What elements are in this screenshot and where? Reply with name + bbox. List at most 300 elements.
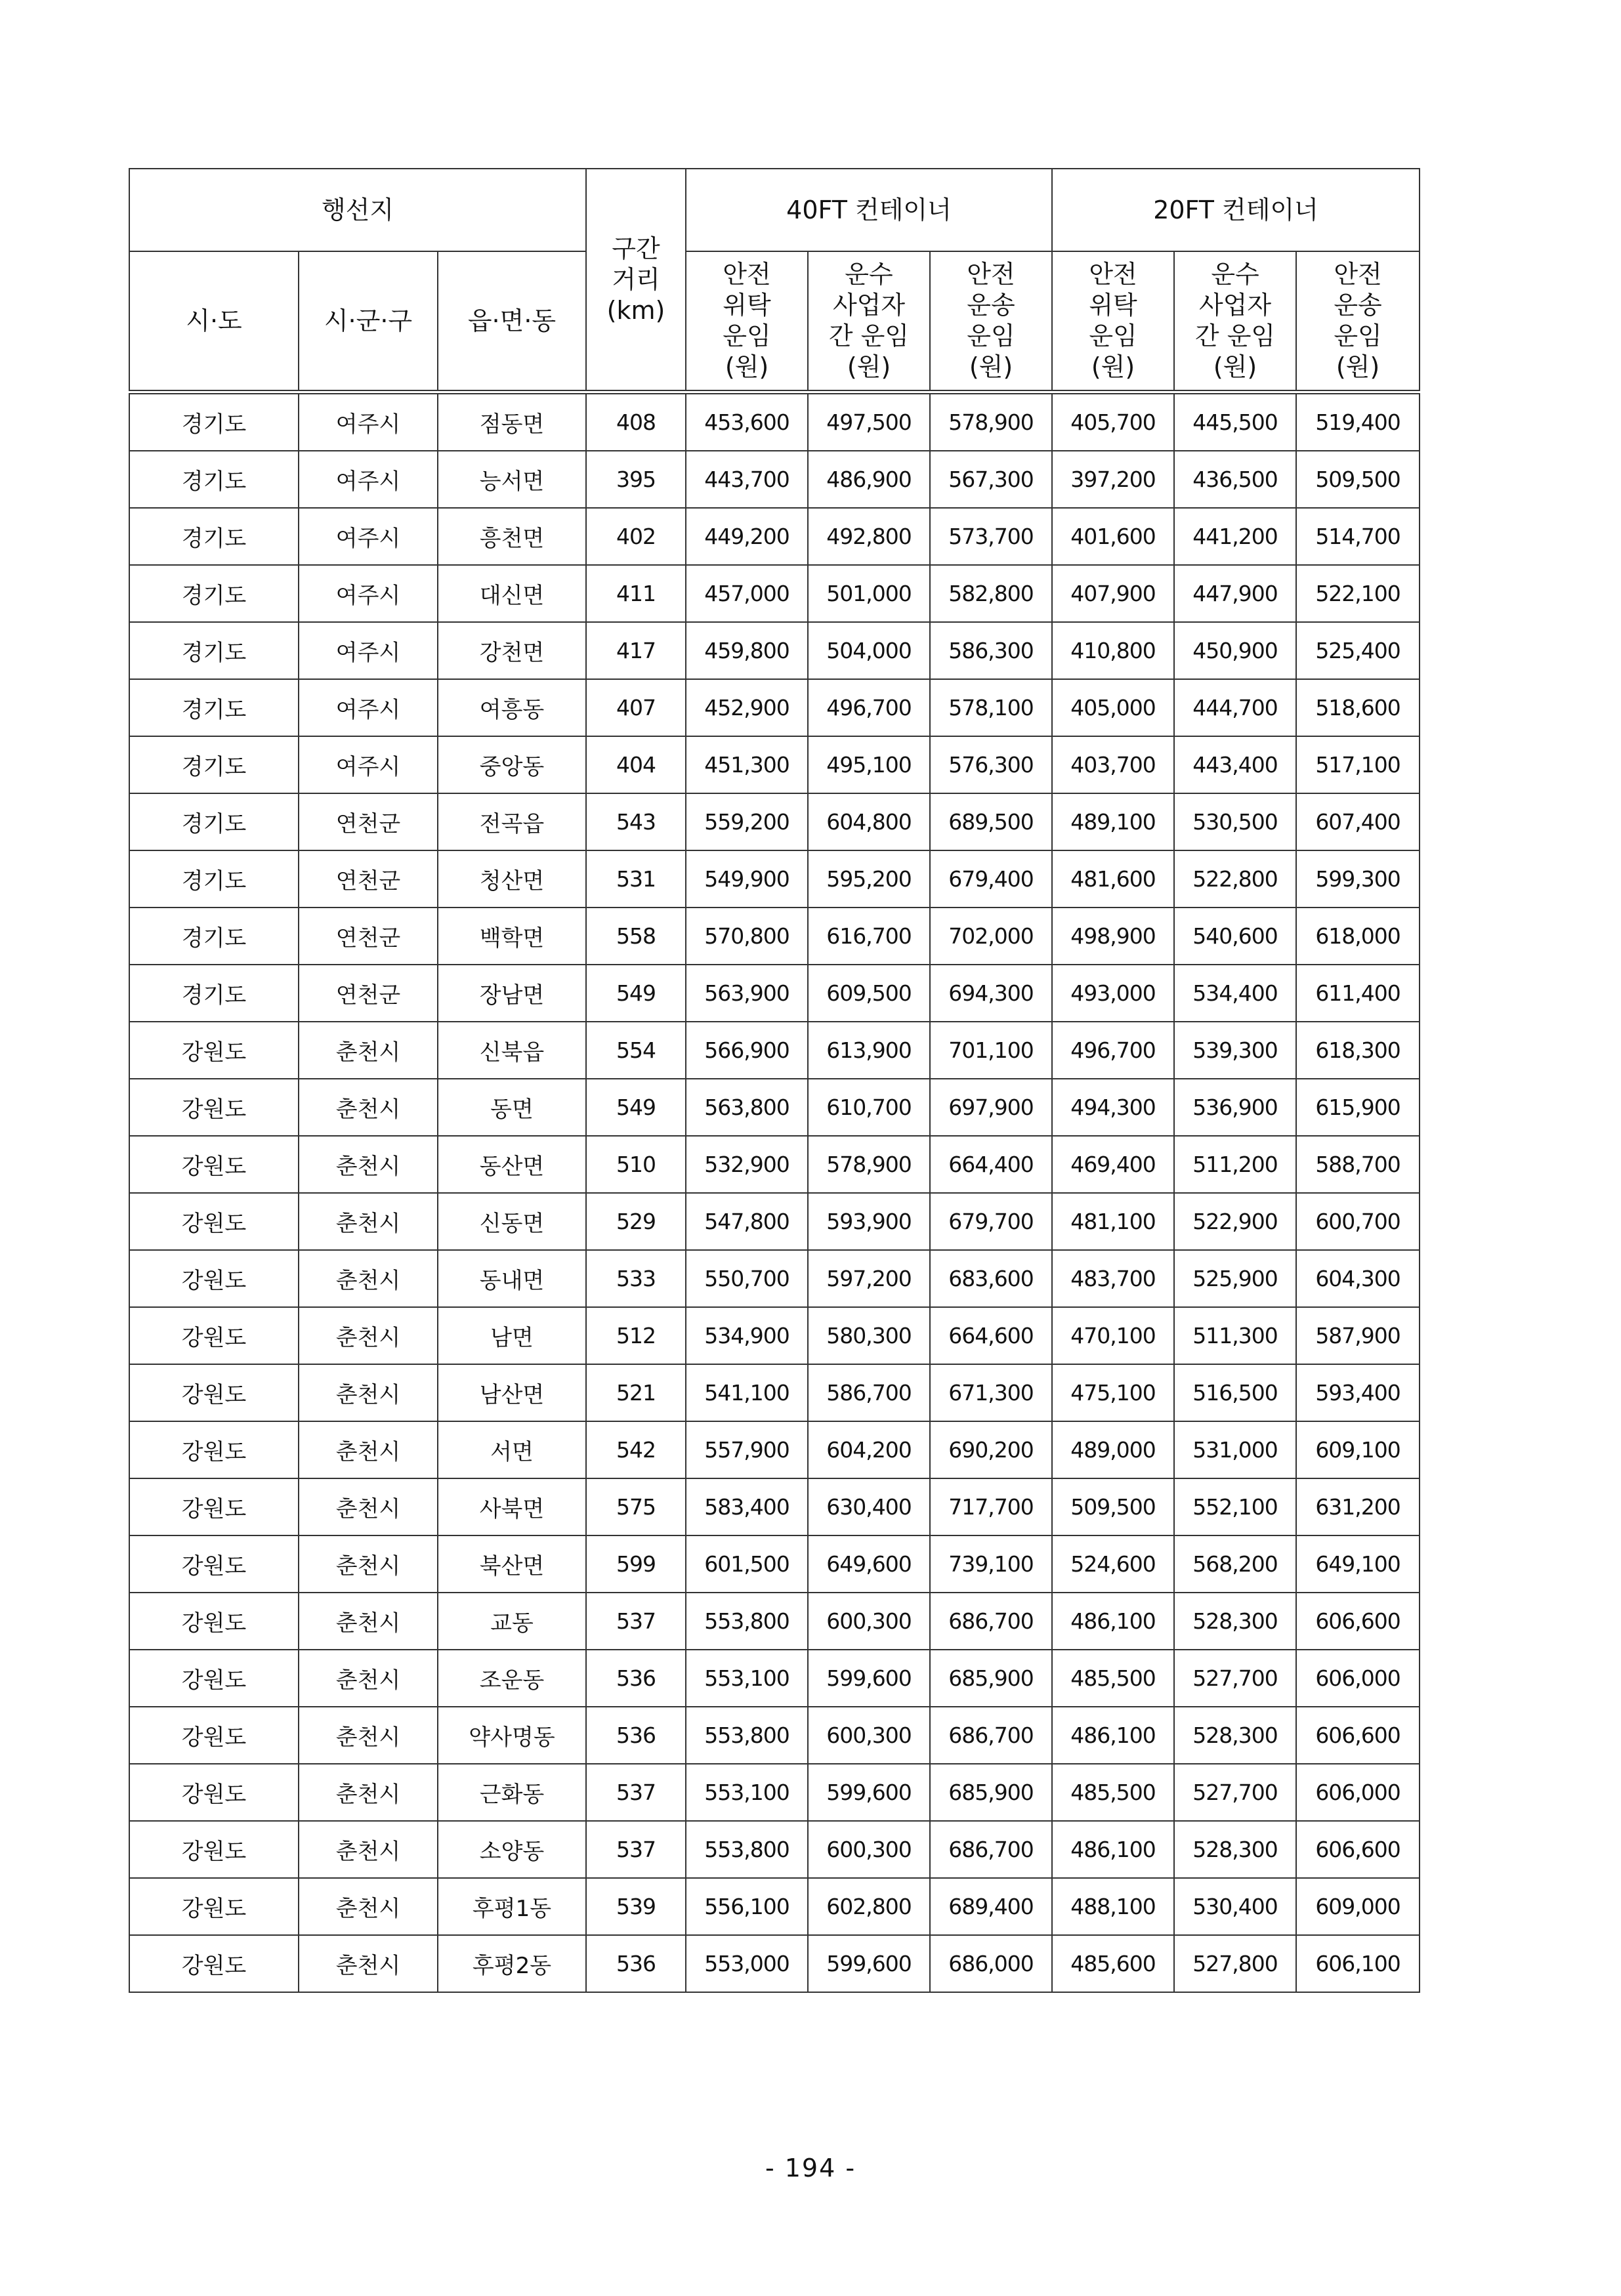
safe-consign-20ft-cell: 486,100 xyxy=(1052,1593,1174,1650)
safe-transport-40ft-cell: 567,300 xyxy=(930,451,1052,508)
safe-consign-20ft-cell: 483,700 xyxy=(1052,1250,1174,1307)
safe-transport-20ft-cell: 649,100 xyxy=(1296,1535,1420,1593)
town-cell: 신동면 xyxy=(438,1193,586,1250)
inter-carrier-40ft-cell: 604,800 xyxy=(808,793,930,850)
province-cell: 강원도 xyxy=(129,1079,299,1136)
safe-transport-40ft-cell: 586,300 xyxy=(930,622,1052,679)
province-cell: 경기도 xyxy=(129,908,299,965)
safe-transport-40ft-cell: 701,100 xyxy=(930,1022,1052,1079)
city-cell: 춘천시 xyxy=(299,1707,438,1764)
town-cell: 북산면 xyxy=(438,1535,586,1593)
inter-carrier-20ft-cell: 536,900 xyxy=(1174,1079,1296,1136)
city-cell: 춘천시 xyxy=(299,1022,438,1079)
container-40ft-header: 40FT 컨테이너 xyxy=(686,169,1052,251)
city-cell: 춘천시 xyxy=(299,1878,438,1935)
distance-cell: 554 xyxy=(586,1022,686,1079)
inter-carrier-20ft-cell: 530,400 xyxy=(1174,1878,1296,1935)
safe-consign-40ft-cell: 570,800 xyxy=(686,908,808,965)
safe-transport-rate-40ft-header: 안전 운송 운임 (원) xyxy=(930,251,1052,392)
inter-carrier-40ft-cell: 599,600 xyxy=(808,1935,930,1992)
safe-transport-20ft-cell: 588,700 xyxy=(1296,1136,1420,1193)
city-cell: 연천군 xyxy=(299,793,438,850)
city-cell: 연천군 xyxy=(299,965,438,1022)
city-cell: 춘천시 xyxy=(299,1650,438,1707)
distance-header: 구간 거리 (km) xyxy=(586,169,686,392)
safe-consign-40ft-cell: 557,900 xyxy=(686,1421,808,1478)
safe-consign-40ft-cell: 459,800 xyxy=(686,622,808,679)
safe-consign-20ft-cell: 488,100 xyxy=(1052,1878,1174,1935)
table-body xyxy=(129,392,1420,1993)
table-row xyxy=(129,1136,1420,1193)
province-cell: 강원도 xyxy=(129,1193,299,1250)
safe-transport-20ft-cell: 509,500 xyxy=(1296,451,1420,508)
town-cell: 능서면 xyxy=(438,451,586,508)
inter-carrier-40ft-cell: 496,700 xyxy=(808,679,930,736)
inter-carrier-40ft-cell: 602,800 xyxy=(808,1878,930,1935)
town-cell: 근화동 xyxy=(438,1764,586,1821)
province-cell: 경기도 xyxy=(129,679,299,736)
town-cell: 백학면 xyxy=(438,908,586,965)
safe-consign-40ft-cell: 549,900 xyxy=(686,850,808,908)
town-cell: 대신면 xyxy=(438,565,586,622)
inter-carrier-40ft-cell: 593,900 xyxy=(808,1193,930,1250)
distance-cell: 417 xyxy=(586,622,686,679)
inter-carrier-20ft-cell: 445,500 xyxy=(1174,392,1296,451)
inter-carrier-20ft-cell: 540,600 xyxy=(1174,908,1296,965)
distance-cell: 407 xyxy=(586,679,686,736)
province-cell: 강원도 xyxy=(129,1650,299,1707)
safe-transport-20ft-cell: 606,600 xyxy=(1296,1821,1420,1878)
town-cell: 교동 xyxy=(438,1593,586,1650)
safe-consign-20ft-cell: 485,500 xyxy=(1052,1650,1174,1707)
inter-carrier-40ft-cell: 492,800 xyxy=(808,508,930,565)
distance-cell: 395 xyxy=(586,451,686,508)
city-cell: 춘천시 xyxy=(299,1535,438,1593)
city-cell: 춘천시 xyxy=(299,1935,438,1992)
table-row xyxy=(129,736,1420,793)
safe-consign-20ft-cell: 469,400 xyxy=(1052,1136,1174,1193)
safe-consign-40ft-cell: 556,100 xyxy=(686,1878,808,1935)
town-cell: 전곡읍 xyxy=(438,793,586,850)
safe-transport-rate-20ft-header: 안전 운송 운임 (원) xyxy=(1296,251,1420,392)
safe-transport-20ft-cell: 600,700 xyxy=(1296,1193,1420,1250)
distance-cell: 521 xyxy=(586,1364,686,1421)
distance-cell: 402 xyxy=(586,508,686,565)
safe-transport-40ft-cell: 686,700 xyxy=(930,1707,1052,1764)
town-cell: 중앙동 xyxy=(438,736,586,793)
inter-carrier-20ft-cell: 527,700 xyxy=(1174,1764,1296,1821)
safe-transport-40ft-cell: 717,700 xyxy=(930,1478,1052,1535)
table-row xyxy=(129,965,1420,1022)
safe-consign-40ft-cell: 457,000 xyxy=(686,565,808,622)
inter-carrier-20ft-cell: 534,400 xyxy=(1174,965,1296,1022)
town-header: 읍·면·동 xyxy=(438,251,586,392)
town-cell: 남산면 xyxy=(438,1364,586,1421)
safe-consign-40ft-cell: 553,100 xyxy=(686,1650,808,1707)
safe-consign-40ft-cell: 559,200 xyxy=(686,793,808,850)
province-cell: 경기도 xyxy=(129,622,299,679)
safe-consign-40ft-cell: 601,500 xyxy=(686,1535,808,1593)
safe-consign-20ft-cell: 498,900 xyxy=(1052,908,1174,965)
inter-carrier-40ft-cell: 578,900 xyxy=(808,1136,930,1193)
safe-consign-20ft-cell: 486,100 xyxy=(1052,1707,1174,1764)
safe-transport-20ft-cell: 609,100 xyxy=(1296,1421,1420,1478)
inter-carrier-20ft-cell: 522,800 xyxy=(1174,850,1296,908)
inter-carrier-20ft-cell: 531,000 xyxy=(1174,1421,1296,1478)
distance-cell: 575 xyxy=(586,1478,686,1535)
safe-consign-40ft-cell: 553,100 xyxy=(686,1764,808,1821)
table-row xyxy=(129,1878,1420,1935)
table-row xyxy=(129,1650,1420,1707)
distance-cell: 408 xyxy=(586,392,686,451)
safe-transport-40ft-cell: 686,000 xyxy=(930,1935,1052,1992)
safe-transport-40ft-cell: 582,800 xyxy=(930,565,1052,622)
town-cell: 점동면 xyxy=(438,392,586,451)
town-cell: 사북면 xyxy=(438,1478,586,1535)
table-row xyxy=(129,392,1420,451)
safe-transport-40ft-cell: 686,700 xyxy=(930,1821,1052,1878)
inter-carrier-40ft-cell: 600,300 xyxy=(808,1593,930,1650)
province-cell: 경기도 xyxy=(129,451,299,508)
distance-cell: 404 xyxy=(586,736,686,793)
safe-consign-20ft-cell: 405,700 xyxy=(1052,392,1174,451)
safe-consign-40ft-cell: 449,200 xyxy=(686,508,808,565)
safe-transport-20ft-cell: 599,300 xyxy=(1296,850,1420,908)
safe-transport-20ft-cell: 606,000 xyxy=(1296,1764,1420,1821)
safe-consign-20ft-cell: 489,000 xyxy=(1052,1421,1174,1478)
safe-consign-40ft-cell: 532,900 xyxy=(686,1136,808,1193)
town-cell: 조운동 xyxy=(438,1650,586,1707)
safe-consign-40ft-cell: 563,800 xyxy=(686,1079,808,1136)
safe-transport-20ft-cell: 615,900 xyxy=(1296,1079,1420,1136)
safe-transport-40ft-cell: 686,700 xyxy=(930,1593,1052,1650)
inter-carrier-20ft-cell: 436,500 xyxy=(1174,451,1296,508)
town-cell: 강천면 xyxy=(438,622,586,679)
inter-carrier-20ft-cell: 441,200 xyxy=(1174,508,1296,565)
safe-transport-20ft-cell: 517,100 xyxy=(1296,736,1420,793)
province-cell: 강원도 xyxy=(129,1250,299,1307)
safe-consign-40ft-cell: 541,100 xyxy=(686,1364,808,1421)
table-row xyxy=(129,679,1420,736)
safe-transport-40ft-cell: 664,400 xyxy=(930,1136,1052,1193)
safe-consign-40ft-cell: 443,700 xyxy=(686,451,808,508)
province-cell: 강원도 xyxy=(129,1421,299,1478)
inter-carrier-20ft-cell: 444,700 xyxy=(1174,679,1296,736)
town-cell: 청산면 xyxy=(438,850,586,908)
safe-consign-20ft-cell: 481,600 xyxy=(1052,850,1174,908)
safe-consign-40ft-cell: 583,400 xyxy=(686,1478,808,1535)
city-cell: 춘천시 xyxy=(299,1364,438,1421)
city-cell: 춘천시 xyxy=(299,1478,438,1535)
safe-transport-20ft-cell: 606,000 xyxy=(1296,1650,1420,1707)
table-row xyxy=(129,1764,1420,1821)
safe-transport-20ft-cell: 522,100 xyxy=(1296,565,1420,622)
safe-transport-40ft-cell: 576,300 xyxy=(930,736,1052,793)
safe-transport-20ft-cell: 618,300 xyxy=(1296,1022,1420,1079)
safe-consign-40ft-cell: 534,900 xyxy=(686,1307,808,1364)
city-cell: 연천군 xyxy=(299,908,438,965)
safe-consign-40ft-cell: 547,800 xyxy=(686,1193,808,1250)
province-cell: 경기도 xyxy=(129,965,299,1022)
city-cell: 춘천시 xyxy=(299,1421,438,1478)
town-cell: 동산면 xyxy=(438,1136,586,1193)
distance-cell: 512 xyxy=(586,1307,686,1364)
distance-cell: 542 xyxy=(586,1421,686,1478)
page-number: - 194 - xyxy=(765,2154,856,2182)
inter-carrier-20ft-cell: 511,300 xyxy=(1174,1307,1296,1364)
city-cell: 여주시 xyxy=(299,565,438,622)
safe-consign-20ft-cell: 493,000 xyxy=(1052,965,1174,1022)
safe-consign-rate-40ft-header: 안전 위탁 운임 (원) xyxy=(686,251,808,392)
province-header: 시·도 xyxy=(129,251,299,392)
table-row xyxy=(129,1478,1420,1535)
safe-transport-20ft-cell: 604,300 xyxy=(1296,1250,1420,1307)
safe-consign-20ft-cell: 403,700 xyxy=(1052,736,1174,793)
inter-carrier-40ft-cell: 604,200 xyxy=(808,1421,930,1478)
city-cell: 여주시 xyxy=(299,736,438,793)
safe-consign-20ft-cell: 494,300 xyxy=(1052,1079,1174,1136)
province-cell: 경기도 xyxy=(129,736,299,793)
town-cell: 장남면 xyxy=(438,965,586,1022)
inter-carrier-40ft-cell: 495,100 xyxy=(808,736,930,793)
safe-transport-20ft-cell: 606,600 xyxy=(1296,1707,1420,1764)
safe-transport-20ft-cell: 519,400 xyxy=(1296,392,1420,451)
table-row xyxy=(129,1250,1420,1307)
distance-cell: 549 xyxy=(586,965,686,1022)
inter-carrier-20ft-cell: 525,900 xyxy=(1174,1250,1296,1307)
destination-group-header: 행선지 xyxy=(129,169,586,251)
safe-transport-20ft-cell: 606,100 xyxy=(1296,1935,1420,1992)
province-cell: 강원도 xyxy=(129,1707,299,1764)
safe-transport-40ft-cell: 685,900 xyxy=(930,1650,1052,1707)
province-cell: 강원도 xyxy=(129,1593,299,1650)
province-cell: 강원도 xyxy=(129,1764,299,1821)
safe-transport-20ft-cell: 518,600 xyxy=(1296,679,1420,736)
safe-transport-20ft-cell: 611,400 xyxy=(1296,965,1420,1022)
province-cell: 강원도 xyxy=(129,1364,299,1421)
safe-transport-40ft-cell: 702,000 xyxy=(930,908,1052,965)
inter-carrier-40ft-cell: 600,300 xyxy=(808,1821,930,1878)
safe-consign-20ft-cell: 509,500 xyxy=(1052,1478,1174,1535)
freight-rate-table xyxy=(129,168,1420,1993)
table-row xyxy=(129,1707,1420,1764)
inter-carrier-20ft-cell: 447,900 xyxy=(1174,565,1296,622)
safe-consign-40ft-cell: 453,600 xyxy=(686,392,808,451)
table-row xyxy=(129,1593,1420,1650)
inter-carrier-40ft-cell: 649,600 xyxy=(808,1535,930,1593)
safe-transport-40ft-cell: 689,400 xyxy=(930,1878,1052,1935)
inter-carrier-20ft-cell: 552,100 xyxy=(1174,1478,1296,1535)
safe-consign-20ft-cell: 475,100 xyxy=(1052,1364,1174,1421)
safe-transport-20ft-cell: 607,400 xyxy=(1296,793,1420,850)
safe-consign-20ft-cell: 410,800 xyxy=(1052,622,1174,679)
province-cell: 경기도 xyxy=(129,850,299,908)
safe-consign-40ft-cell: 553,800 xyxy=(686,1593,808,1650)
table-row xyxy=(129,1079,1420,1136)
inter-carrier-40ft-cell: 599,600 xyxy=(808,1764,930,1821)
town-cell: 후평1동 xyxy=(438,1878,586,1935)
inter-carrier-40ft-cell: 501,000 xyxy=(808,565,930,622)
province-cell: 강원도 xyxy=(129,1935,299,1992)
table-row xyxy=(129,1821,1420,1878)
town-cell: 신북읍 xyxy=(438,1022,586,1079)
safe-consign-20ft-cell: 405,000 xyxy=(1052,679,1174,736)
distance-cell: 549 xyxy=(586,1079,686,1136)
inter-carrier-40ft-cell: 599,600 xyxy=(808,1650,930,1707)
inter-carrier-40ft-cell: 504,000 xyxy=(808,622,930,679)
city-cell: 춘천시 xyxy=(299,1079,438,1136)
safe-consign-40ft-cell: 566,900 xyxy=(686,1022,808,1079)
city-cell: 춘천시 xyxy=(299,1764,438,1821)
inter-carrier-40ft-cell: 609,500 xyxy=(808,965,930,1022)
town-cell: 후평2동 xyxy=(438,1935,586,1992)
province-cell: 강원도 xyxy=(129,1478,299,1535)
inter-carrier-20ft-cell: 528,300 xyxy=(1174,1593,1296,1650)
town-cell: 소양동 xyxy=(438,1821,586,1878)
container-20ft-header: 20FT 컨테이너 xyxy=(1052,169,1420,251)
distance-cell: 537 xyxy=(586,1593,686,1650)
province-cell: 강원도 xyxy=(129,1878,299,1935)
safe-consign-rate-20ft-header: 안전 위탁 운임 (원) xyxy=(1052,251,1174,392)
safe-transport-40ft-cell: 739,100 xyxy=(930,1535,1052,1593)
distance-cell: 533 xyxy=(586,1250,686,1307)
safe-consign-40ft-cell: 563,900 xyxy=(686,965,808,1022)
distance-cell: 537 xyxy=(586,1821,686,1878)
distance-cell: 599 xyxy=(586,1535,686,1593)
inter-carrier-40ft-cell: 610,700 xyxy=(808,1079,930,1136)
table-row xyxy=(129,1307,1420,1364)
inter-carrier-40ft-cell: 486,900 xyxy=(808,451,930,508)
province-cell: 경기도 xyxy=(129,793,299,850)
safe-consign-40ft-cell: 451,300 xyxy=(686,736,808,793)
inter-carrier-20ft-cell: 527,700 xyxy=(1174,1650,1296,1707)
inter-carrier-20ft-cell: 450,900 xyxy=(1174,622,1296,679)
table-row xyxy=(129,622,1420,679)
table-row xyxy=(129,1193,1420,1250)
table-row xyxy=(129,1421,1420,1478)
safe-transport-20ft-cell: 618,000 xyxy=(1296,908,1420,965)
safe-consign-20ft-cell: 489,100 xyxy=(1052,793,1174,850)
safe-transport-40ft-cell: 671,300 xyxy=(930,1364,1052,1421)
inter-carrier-40ft-cell: 597,200 xyxy=(808,1250,930,1307)
town-cell: 남면 xyxy=(438,1307,586,1364)
town-cell: 약사명동 xyxy=(438,1707,586,1764)
city-cell: 여주시 xyxy=(299,679,438,736)
safe-consign-20ft-cell: 470,100 xyxy=(1052,1307,1174,1364)
province-cell: 강원도 xyxy=(129,1821,299,1878)
town-cell: 여흥동 xyxy=(438,679,586,736)
safe-consign-20ft-cell: 496,700 xyxy=(1052,1022,1174,1079)
city-cell: 춘천시 xyxy=(299,1250,438,1307)
safe-consign-20ft-cell: 397,200 xyxy=(1052,451,1174,508)
inter-carrier-20ft-cell: 530,500 xyxy=(1174,793,1296,850)
table-row xyxy=(129,793,1420,850)
table-row xyxy=(129,1022,1420,1079)
distance-cell: 539 xyxy=(586,1878,686,1935)
inter-carrier-20ft-cell: 528,300 xyxy=(1174,1707,1296,1764)
inter-carrier-40ft-cell: 600,300 xyxy=(808,1707,930,1764)
distance-cell: 531 xyxy=(586,850,686,908)
city-cell: 여주시 xyxy=(299,392,438,451)
safe-transport-40ft-cell: 694,300 xyxy=(930,965,1052,1022)
city-cell: 여주시 xyxy=(299,451,438,508)
inter-carrier-20ft-cell: 516,500 xyxy=(1174,1364,1296,1421)
town-cell: 흥천면 xyxy=(438,508,586,565)
safe-transport-40ft-cell: 664,600 xyxy=(930,1307,1052,1364)
safe-transport-40ft-cell: 683,600 xyxy=(930,1250,1052,1307)
safe-transport-20ft-cell: 609,000 xyxy=(1296,1878,1420,1935)
safe-transport-20ft-cell: 593,400 xyxy=(1296,1364,1420,1421)
safe-consign-40ft-cell: 553,000 xyxy=(686,1935,808,1992)
distance-cell: 529 xyxy=(586,1193,686,1250)
safe-transport-40ft-cell: 679,400 xyxy=(930,850,1052,908)
safe-consign-20ft-cell: 485,500 xyxy=(1052,1764,1174,1821)
safe-consign-20ft-cell: 481,100 xyxy=(1052,1193,1174,1250)
safe-transport-20ft-cell: 606,600 xyxy=(1296,1593,1420,1650)
safe-consign-40ft-cell: 452,900 xyxy=(686,679,808,736)
safe-transport-40ft-cell: 689,500 xyxy=(930,793,1052,850)
city-cell: 춘천시 xyxy=(299,1193,438,1250)
inter-carrier-40ft-cell: 630,400 xyxy=(808,1478,930,1535)
safe-transport-20ft-cell: 631,200 xyxy=(1296,1478,1420,1535)
province-cell: 강원도 xyxy=(129,1307,299,1364)
inter-carrier-20ft-cell: 443,400 xyxy=(1174,736,1296,793)
inter-carrier-40ft-cell: 595,200 xyxy=(808,850,930,908)
safe-transport-40ft-cell: 697,900 xyxy=(930,1079,1052,1136)
table-row xyxy=(129,565,1420,622)
inter-carrier-40ft-cell: 616,700 xyxy=(808,908,930,965)
inter-carrier-40ft-cell: 613,900 xyxy=(808,1022,930,1079)
safe-transport-20ft-cell: 587,900 xyxy=(1296,1307,1420,1364)
city-header: 시·군·구 xyxy=(299,251,438,392)
distance-cell: 536 xyxy=(586,1650,686,1707)
province-cell: 경기도 xyxy=(129,392,299,451)
city-cell: 여주시 xyxy=(299,508,438,565)
inter-carrier-40ft-cell: 586,700 xyxy=(808,1364,930,1421)
inter-carrier-40ft-cell: 580,300 xyxy=(808,1307,930,1364)
table-row xyxy=(129,1364,1420,1421)
city-cell: 춘천시 xyxy=(299,1593,438,1650)
table-row xyxy=(129,451,1420,508)
distance-cell: 558 xyxy=(586,908,686,965)
table-row xyxy=(129,508,1420,565)
town-cell: 동내면 xyxy=(438,1250,586,1307)
city-cell: 춘천시 xyxy=(299,1821,438,1878)
inter-carrier-20ft-cell: 511,200 xyxy=(1174,1136,1296,1193)
city-cell: 연천군 xyxy=(299,850,438,908)
distance-cell: 411 xyxy=(586,565,686,622)
safe-transport-20ft-cell: 525,400 xyxy=(1296,622,1420,679)
freight-rate-table-container xyxy=(129,168,1419,1993)
distance-cell: 536 xyxy=(586,1935,686,1992)
city-cell: 춘천시 xyxy=(299,1136,438,1193)
safe-transport-40ft-cell: 573,700 xyxy=(930,508,1052,565)
province-cell: 경기도 xyxy=(129,508,299,565)
safe-transport-40ft-cell: 685,900 xyxy=(930,1764,1052,1821)
safe-transport-40ft-cell: 578,900 xyxy=(930,392,1052,451)
safe-consign-40ft-cell: 553,800 xyxy=(686,1821,808,1878)
inter-carrier-20ft-cell: 522,900 xyxy=(1174,1193,1296,1250)
town-cell: 동면 xyxy=(438,1079,586,1136)
inter-carrier-rate-20ft-header: 운수 사업자 간 운임 (원) xyxy=(1174,251,1296,392)
table-row xyxy=(129,850,1420,908)
safe-transport-40ft-cell: 578,100 xyxy=(930,679,1052,736)
safe-consign-20ft-cell: 485,600 xyxy=(1052,1935,1174,1992)
province-cell: 경기도 xyxy=(129,565,299,622)
inter-carrier-20ft-cell: 528,300 xyxy=(1174,1821,1296,1878)
distance-cell: 510 xyxy=(586,1136,686,1193)
province-cell: 강원도 xyxy=(129,1136,299,1193)
